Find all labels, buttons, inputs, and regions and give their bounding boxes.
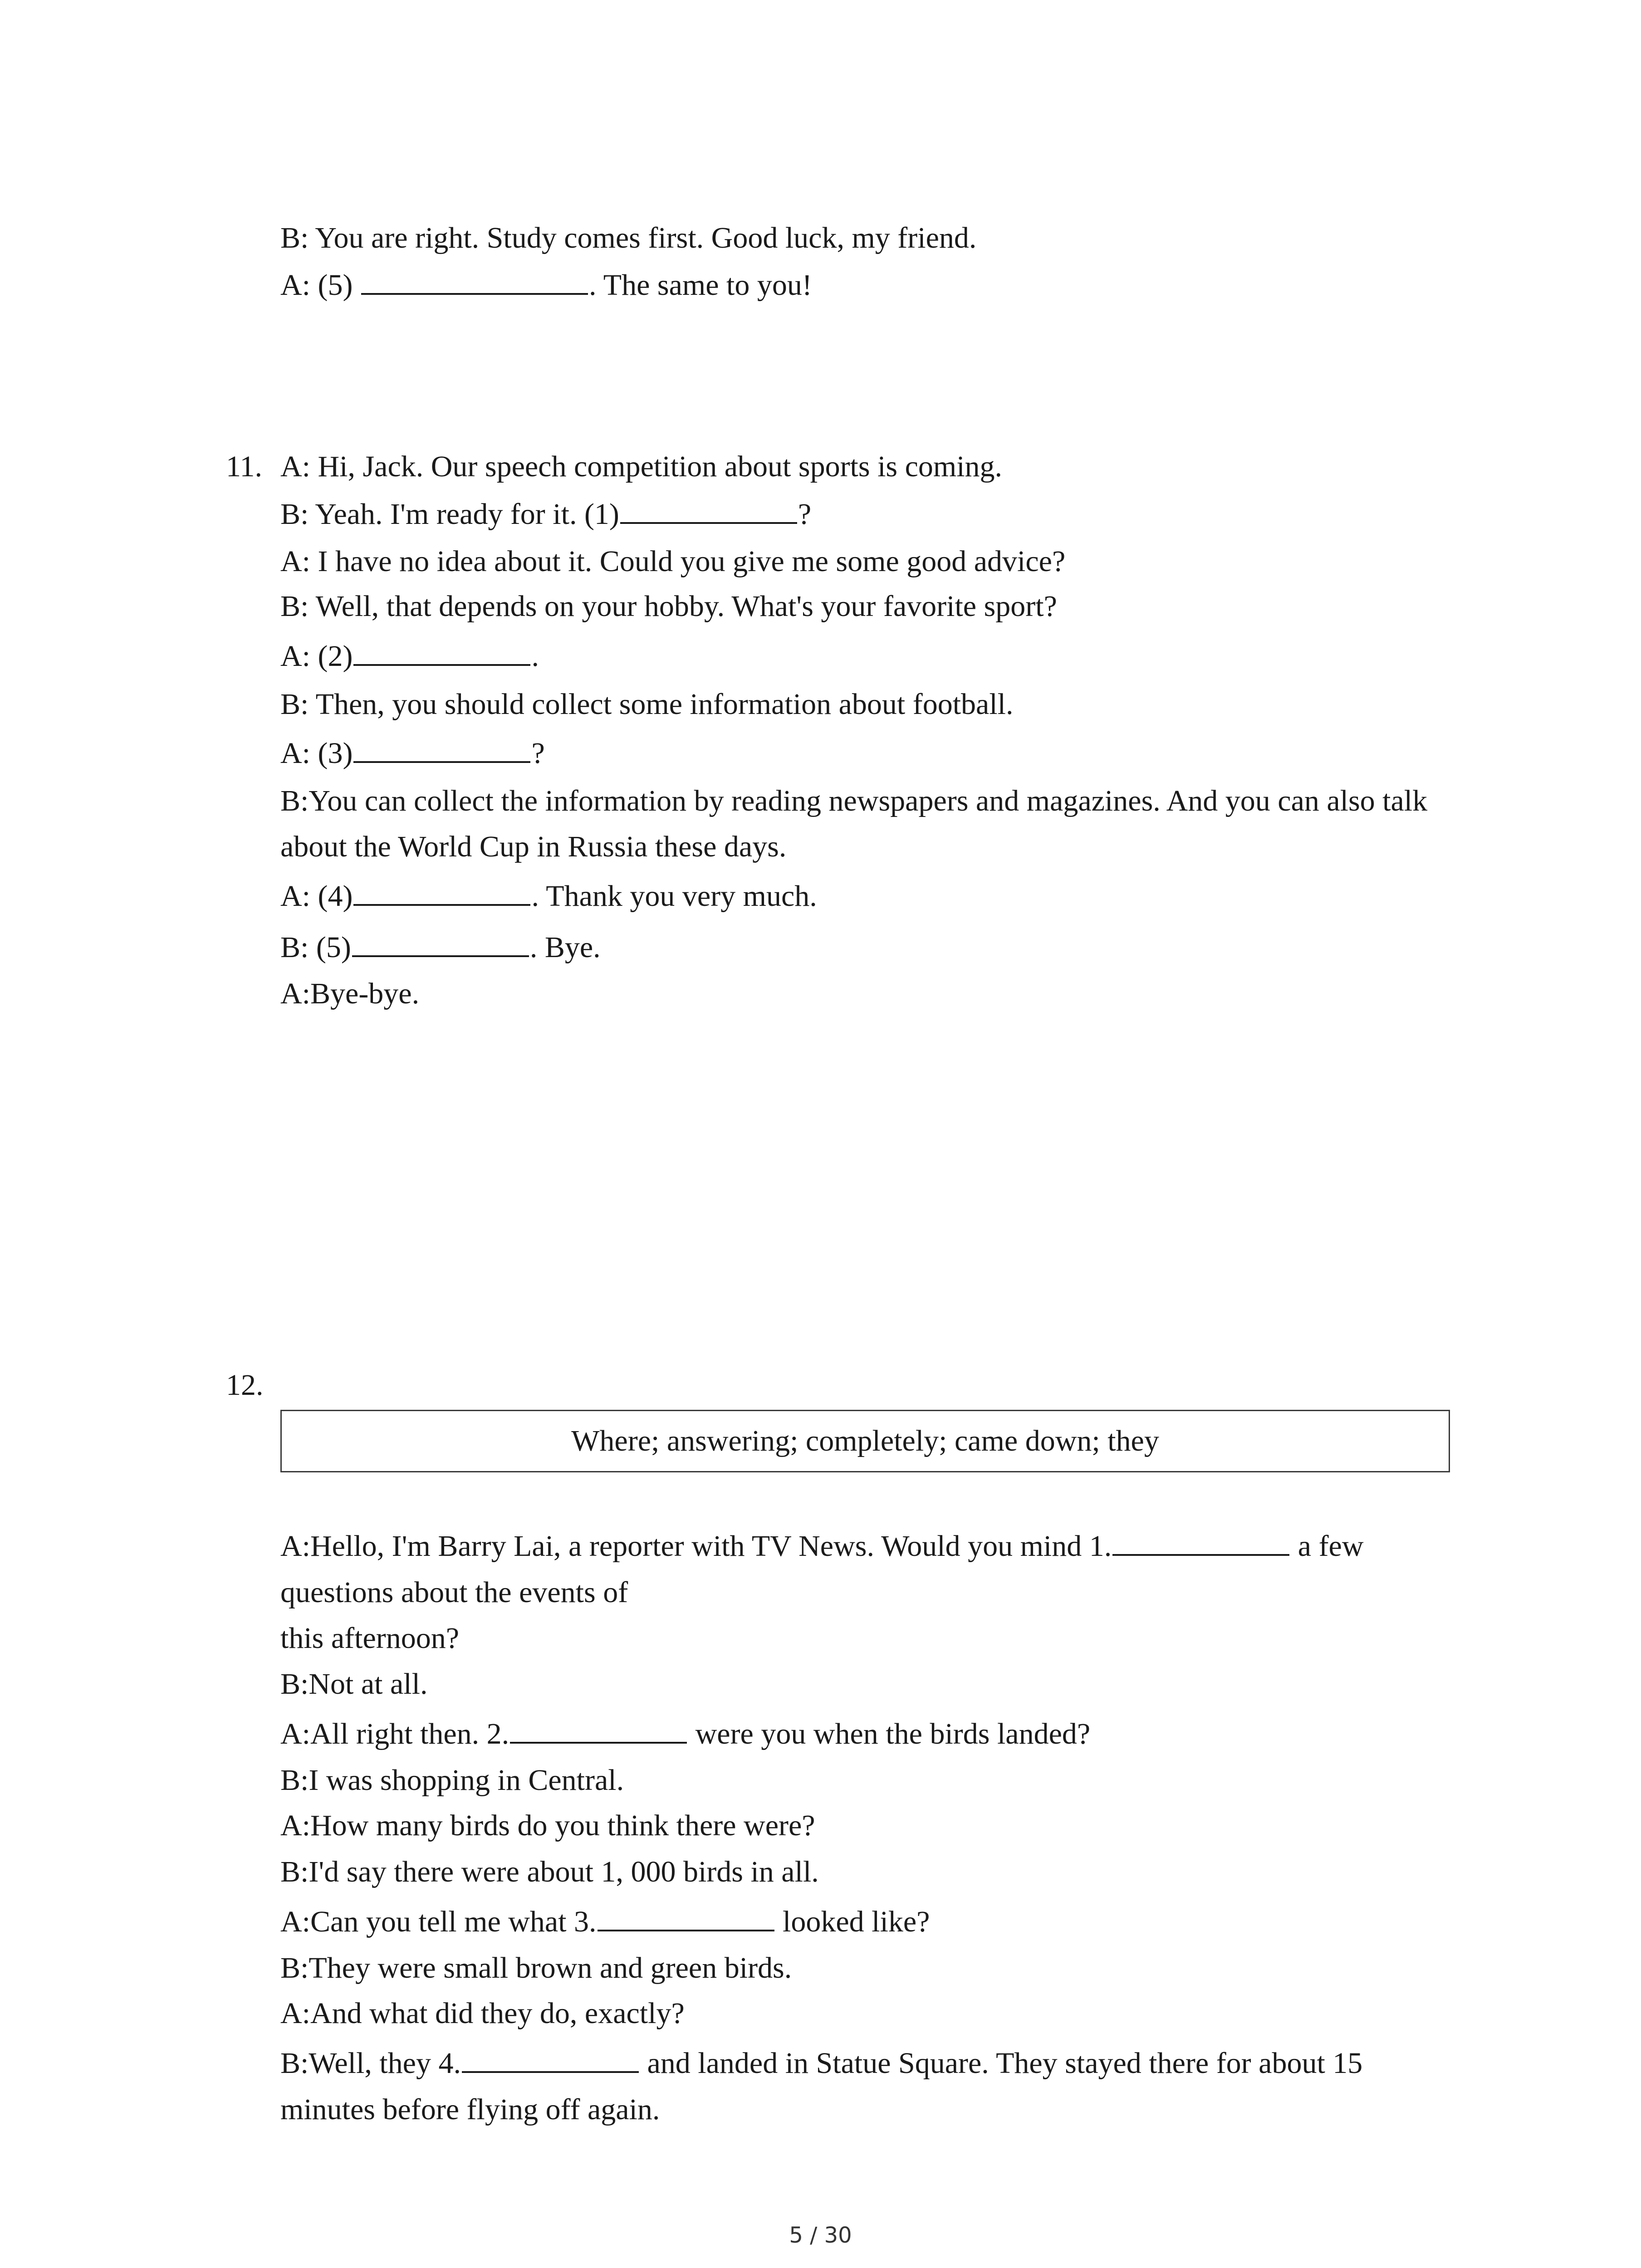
dialogue-text: A:Hello, I'm Barry Lai, a reporter with TV News. Would you mind 1. [280,1530,1112,1563]
dialogue-text: . Thank you very much. [531,880,817,913]
dialogue-text: and landed in Statue Square. They stayed there for about 15 [639,2047,1363,2080]
dialogue-text: were you when the birds landed? [688,1717,1091,1750]
q12-line-3 [280,1621,459,1656]
q12-line-1 [280,1529,1364,1564]
prev-line-2 [280,268,812,303]
dialogue-text: B: Then, you should collect some information about football. [280,688,1014,721]
q11-line-12 [280,976,419,1012]
q12-line-9 [280,1904,930,1940]
dialogue-text: ? [798,498,812,531]
q11-line-2 [280,497,811,532]
answer-blank-2[interactable] [510,1716,687,1744]
dialogue-text: B:You can collect the information by reading newspapers and magazines. And you can also talk [280,784,1428,817]
answer-blank[interactable] [361,268,588,295]
q12-line-6 [280,1763,624,1798]
dialogue-text: this afternoon? [280,1622,460,1655]
q12-line-12 [280,2046,1362,2081]
answer-blank-1[interactable] [1112,1529,1289,1556]
q11-line-1 [280,449,1002,484]
answer-blank-1[interactable] [620,497,797,524]
dialogue-text: B: You are right. Study comes first. Good luck, my friend. [280,221,977,254]
dialogue-text: B:They were small brown and green birds. [280,1951,792,1984]
dialogue-text: minutes before flying off again. [280,2093,660,2126]
dialogue-text: A:Can you tell me what 3. [280,1905,597,1938]
q12-line-11 [280,1996,685,2031]
dialogue-text: A:Bye-bye. [280,977,420,1010]
q11-line-4 [280,589,1057,624]
q12-line-5 [280,1716,1090,1752]
answer-blank-5[interactable] [352,930,529,957]
dialogue-text: B:I'd say there were about 1, 000 birds in all. [280,1855,819,1888]
dialogue-text: A: (2) [280,640,353,673]
answer-blank-3[interactable] [353,736,530,763]
dialogue-text: B:Not at all. [280,1667,428,1701]
answer-blank-3[interactable] [598,1904,774,1931]
dialogue-text: A:All right then. 2. [280,1717,509,1750]
q11-line-11 [280,930,601,965]
answer-blank-4[interactable] [353,879,530,906]
q11-line-8 [280,783,1427,819]
q11-line-9 [280,829,786,865]
dialogue-text: A: (3) [280,737,353,770]
question-number: 11. [226,450,263,483]
dialogue-text: A:How many birds do you think there were? [280,1809,815,1842]
q11-line-6 [280,687,1014,722]
q11-line-3 [280,544,1065,579]
dialogue-text: B: Yeah. I'm ready for it. (1) [280,498,619,531]
dialogue-text: A: (4) [280,880,353,913]
word-bank-text: Where; answering; completely; came down; they [571,1424,1159,1457]
dialogue-text: A:And what did they do, exactly? [280,1997,685,2030]
dialogue-text: looked like? [775,1905,930,1938]
q11-line-7 [280,736,545,771]
dialogue-text: B:I was shopping in Central. [280,1764,624,1797]
word-bank-box [280,1410,1450,1472]
dialogue-text: A: Hi, Jack. Our speech competition about sports is coming. [280,450,1003,483]
dialogue-text: . [531,640,539,673]
q12-line-7 [280,1808,815,1843]
question-number: 12. [226,1369,264,1402]
dialogue-text: B: Well, that depends on your hobby. What's your favorite sport? [280,590,1057,623]
dialogue-text: A: I have no idea about it. Could you give me some good advice? [280,545,1066,578]
dialogue-text: A: (5) [280,269,360,302]
page-number: 5 / 30 [789,2223,852,2248]
dialogue-text: ? [531,737,545,770]
q12-line-8 [280,1854,819,1890]
dialogue-text: B:Well, they 4. [280,2047,461,2080]
dialogue-text: . The same to you! [588,269,812,302]
dialogue-text: about the World Cup in Russia these days. [280,830,787,863]
dialogue-text: a few [1290,1530,1364,1563]
answer-blank-4[interactable] [462,2046,639,2073]
q12-line-2 [280,1575,628,1610]
q12-line-13 [280,2092,660,2127]
q11-line-5 [280,639,539,674]
q11-line-10 [280,879,817,914]
answer-blank-2[interactable] [353,639,530,666]
dialogue-text: . Bye. [529,931,601,964]
q12-line-10 [280,1950,792,1986]
dialogue-text: questions about the events of [280,1576,628,1609]
dialogue-text: B: (5) [280,931,351,964]
prev-line-1 [280,220,976,256]
q12-line-4 [280,1667,427,1702]
